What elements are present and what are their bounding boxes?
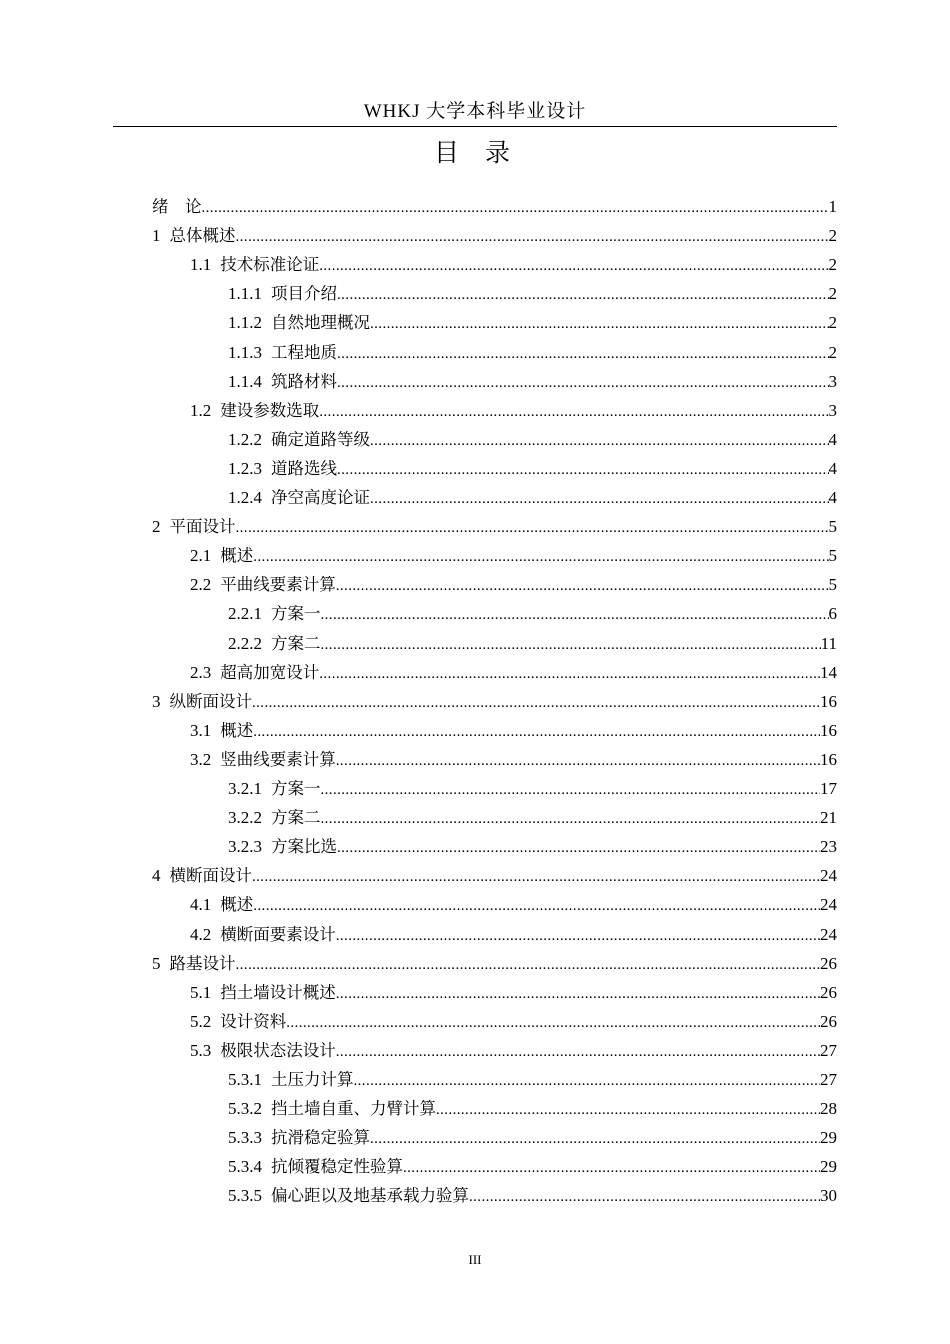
toc-entry-number: 5.3 <box>190 1040 212 1060</box>
toc-entry-number: 5.3.2 <box>228 1099 262 1119</box>
toc-entry[interactable] <box>228 454 837 483</box>
toc-entry[interactable] <box>228 1094 837 1123</box>
toc-entry-page: 26 <box>820 982 837 1002</box>
toc-entry-number: 1.2 <box>190 400 212 420</box>
toc-dot-leader <box>253 718 820 747</box>
toc-entry-title: 方案二 <box>271 808 321 828</box>
toc-entry-title: 路基设计 <box>169 953 236 973</box>
toc-entry-number: 3.2.3 <box>228 837 262 857</box>
toc-entry-title: 土压力计算 <box>271 1070 354 1089</box>
toc-entry-title: 超高加宽设计 <box>220 662 320 682</box>
toc-dot-leader <box>321 631 821 660</box>
toc-entry-title: 工程地质 <box>271 342 337 362</box>
toc-entry-page: 2 <box>828 255 837 275</box>
toc-entry-title: 建设参数选取 <box>220 400 320 420</box>
toc-entry[interactable] <box>190 745 837 774</box>
toc-entry-title: 净空高度论证 <box>271 488 370 507</box>
toc-entry-title: 偏心距以及地基承载力验算 <box>271 1186 469 1206</box>
toc-entry-title: 确定道路等级 <box>271 429 370 449</box>
toc-entry-page: 17 <box>820 779 837 798</box>
toc-entry-page: 14 <box>820 662 837 682</box>
toc-entry[interactable] <box>190 716 837 745</box>
toc-title-char-2: 录 <box>485 138 517 167</box>
toc-title-char-1: 目 <box>433 138 465 167</box>
toc-entry-number: 3.2.2 <box>228 808 262 828</box>
toc-entry-page: 16 <box>820 691 837 711</box>
toc-entry[interactable] <box>228 1181 837 1210</box>
toc-dot-leader <box>370 1125 820 1154</box>
toc-entry[interactable] <box>228 308 837 337</box>
toc-entry-page: 2 <box>828 284 837 304</box>
toc-dot-leader <box>236 514 829 543</box>
toc-entry-page: 23 <box>820 837 837 857</box>
toc-entry-title: 概述 <box>220 895 254 915</box>
toc-entry-page: 24 <box>820 924 837 944</box>
toc-entry-number: 1.1.3 <box>228 342 262 362</box>
toc-entry-title: 方案一 <box>271 604 321 624</box>
toc-dot-leader <box>252 689 820 718</box>
toc-dot-leader <box>436 1096 820 1125</box>
toc-entry-number: 2.2.1 <box>228 604 262 624</box>
toc-entry-page: 28 <box>820 1099 837 1119</box>
toc-entry[interactable] <box>190 920 837 949</box>
toc-dot-leader <box>336 922 820 951</box>
toc-entry-page: 4 <box>828 429 837 449</box>
toc-dot-leader <box>319 660 820 689</box>
toc-entry[interactable] <box>190 1036 837 1065</box>
toc-entry[interactable] <box>228 629 837 658</box>
toc-entry[interactable] <box>152 192 837 221</box>
toc-dot-leader <box>319 252 828 281</box>
toc-entry[interactable] <box>152 687 837 716</box>
toc-dot-leader <box>337 340 829 369</box>
toc-entry-number: 2.3 <box>190 662 212 682</box>
toc-entry-number: 5.3.5 <box>228 1186 262 1206</box>
toc-entry-page: 2 <box>828 342 837 362</box>
toc-entry[interactable] <box>228 599 837 628</box>
toc-entry-page: 2 <box>828 226 837 246</box>
toc-entry-page: 27 <box>820 1070 837 1089</box>
toc-dot-leader <box>469 1183 820 1212</box>
toc-dot-leader <box>403 1154 820 1183</box>
toc-entry-number: 2.2.2 <box>228 633 262 653</box>
page-header: WHKJ 大学本科毕业设计 <box>363 101 587 122</box>
toc-entry-title: 挡土墙自重、力臂计算 <box>271 1099 436 1119</box>
toc-entry-number: 1 <box>152 226 161 246</box>
toc-title <box>0 133 950 169</box>
toc-entry-number: 5.2 <box>190 1011 212 1031</box>
toc-entry-title: 概述 <box>220 720 254 740</box>
toc-entry-number: 1.2.2 <box>228 429 262 449</box>
toc-entry-title: 总体概述 <box>169 226 236 246</box>
toc-entry-number: 5 <box>152 953 161 973</box>
toc-entry-page: 24 <box>820 895 837 915</box>
toc-entry-number: 4 <box>152 866 161 886</box>
toc-dot-leader <box>337 369 829 398</box>
toc-entry-number: 3.2.1 <box>228 779 262 798</box>
toc-entry-title: 绪 论 <box>152 197 202 216</box>
toc-entry[interactable] <box>228 483 837 512</box>
toc-entry-page: 5 <box>828 517 837 537</box>
toc-entry-page: 30 <box>820 1186 837 1206</box>
toc-entry-page: 11 <box>820 633 837 653</box>
toc-entry[interactable] <box>152 861 837 890</box>
toc-entry-title: 道路选线 <box>271 458 337 478</box>
toc-dot-leader <box>336 980 820 1009</box>
toc-entry-title: 技术标准论证 <box>220 255 320 275</box>
toc-dot-leader <box>336 747 820 776</box>
toc-entry[interactable] <box>228 279 837 308</box>
toc-entry-title: 挡土墙设计概述 <box>220 982 336 1002</box>
toc-dot-leader <box>321 776 821 805</box>
toc-entry-number: 5.3.1 <box>228 1070 262 1089</box>
toc-dot-leader <box>354 1067 821 1096</box>
toc-entry[interactable] <box>190 658 837 687</box>
toc-dot-leader <box>370 485 829 514</box>
toc-dot-leader <box>336 1038 820 1067</box>
toc-entry[interactable] <box>190 570 837 599</box>
toc-dot-leader <box>321 601 829 630</box>
toc-entry[interactable] <box>228 774 837 803</box>
toc-entry-title: 设计资料 <box>220 1011 287 1031</box>
toc-dot-leader <box>236 223 829 252</box>
toc-entry-title: 抗倾覆稳定性验算 <box>271 1157 403 1177</box>
toc-entry-title: 极限状态法设计 <box>220 1040 336 1060</box>
toc-entry-page: 3 <box>828 400 837 420</box>
toc-dot-leader <box>253 892 820 921</box>
toc-entry-number: 4.2 <box>190 924 212 944</box>
toc-entry[interactable] <box>152 221 837 250</box>
toc-entry[interactable] <box>152 512 837 541</box>
toc-entry-number: 3.2 <box>190 749 212 769</box>
toc-dot-leader <box>337 834 820 863</box>
toc-entry-number: 1.1.4 <box>228 371 262 391</box>
toc-entry-page: 2 <box>828 313 837 333</box>
toc-entry-page: 29 <box>820 1128 837 1148</box>
toc-dot-leader <box>286 1009 820 1038</box>
toc-dot-leader <box>336 572 829 601</box>
toc-entry[interactable] <box>190 1007 837 1036</box>
toc-entry-page: 4 <box>828 488 837 507</box>
toc-entry-number: 1.1.1 <box>228 284 262 304</box>
toc-dot-leader <box>253 543 828 572</box>
toc-entry[interactable] <box>228 1123 837 1152</box>
toc-entry[interactable] <box>190 541 837 570</box>
toc-dot-leader <box>319 398 828 427</box>
toc-entry-page: 16 <box>820 749 837 769</box>
toc-entry[interactable] <box>228 832 837 861</box>
page-number: III <box>468 1252 482 1267</box>
toc-entry-title: 抗滑稳定验算 <box>271 1128 370 1148</box>
toc-entry-number: 2 <box>152 517 161 537</box>
toc-entry-number: 1.2.4 <box>228 488 262 507</box>
toc-entry-title: 项目介绍 <box>271 284 337 304</box>
toc-entry-page: 6 <box>828 604 837 624</box>
toc-dot-leader <box>252 863 820 892</box>
toc-dot-leader <box>370 310 829 339</box>
toc-entry[interactable] <box>190 396 837 425</box>
header-rule <box>113 126 837 127</box>
toc-dot-leader <box>337 456 829 485</box>
toc-entry-page: 3 <box>828 371 837 391</box>
toc-entry-page: 26 <box>820 953 837 973</box>
toc-entry-title: 横断面设计 <box>169 866 252 886</box>
toc-entry-title: 筑路材料 <box>271 371 337 391</box>
toc-entry-page: 1 <box>828 197 837 216</box>
toc-entry-number: 1.1 <box>190 255 212 275</box>
toc-entry-page: 5 <box>828 546 837 566</box>
toc-entry-title: 自然地理概况 <box>271 313 370 333</box>
toc-entry-page: 4 <box>828 458 837 478</box>
toc-entry-number: 5.3.4 <box>228 1157 262 1177</box>
toc-entry-page: 29 <box>820 1157 837 1177</box>
toc-entry-title: 方案二 <box>271 633 321 653</box>
toc-entry[interactable] <box>190 890 837 919</box>
toc-entry-number: 2.2 <box>190 575 212 595</box>
toc-entry-page: 26 <box>820 1011 837 1031</box>
toc-entry-page: 5 <box>828 575 837 595</box>
toc-entry-title: 纵断面设计 <box>169 691 252 711</box>
toc-dot-leader <box>337 281 829 310</box>
toc-entry[interactable] <box>228 425 837 454</box>
toc-entry-number: 3 <box>152 691 161 711</box>
toc-entry-title: 横断面要素设计 <box>220 924 336 944</box>
toc-entry-number: 2.1 <box>190 546 212 566</box>
toc-entry-number: 1.2.3 <box>228 458 262 478</box>
toc-entry[interactable] <box>228 803 837 832</box>
toc-entry[interactable] <box>190 250 837 279</box>
toc-entry[interactable] <box>228 1152 837 1181</box>
toc-entry[interactable] <box>228 1065 837 1094</box>
toc-entry-page: 21 <box>820 808 837 828</box>
toc-entry-page: 16 <box>820 720 837 740</box>
toc-entry-title: 方案一 <box>271 779 321 798</box>
toc-dot-leader <box>321 805 821 834</box>
toc-entry-number: 4.1 <box>190 895 212 915</box>
toc-entry-number: 3.1 <box>190 720 212 740</box>
toc-entry-number: 5.3.3 <box>228 1128 262 1148</box>
toc-dot-leader <box>370 427 829 456</box>
toc-entry-title: 方案比选 <box>271 837 337 857</box>
toc-entry-page: 27 <box>820 1040 837 1060</box>
toc-entry[interactable] <box>228 338 837 367</box>
toc-entry[interactable] <box>152 949 837 978</box>
toc-dot-leader <box>236 951 821 980</box>
toc-entry-title: 平面设计 <box>169 517 236 537</box>
toc-entry-number: 5.1 <box>190 982 212 1002</box>
toc-dot-leader <box>202 194 829 223</box>
toc-entry[interactable] <box>190 978 837 1007</box>
toc-entry[interactable] <box>228 367 837 396</box>
toc-entry-number: 1.1.2 <box>228 313 262 333</box>
toc-entry-title: 竖曲线要素计算 <box>220 749 336 769</box>
toc-entry-title: 概述 <box>220 546 254 566</box>
toc-entry-page: 24 <box>820 866 837 886</box>
toc-entry-title: 平曲线要素计算 <box>220 575 336 595</box>
